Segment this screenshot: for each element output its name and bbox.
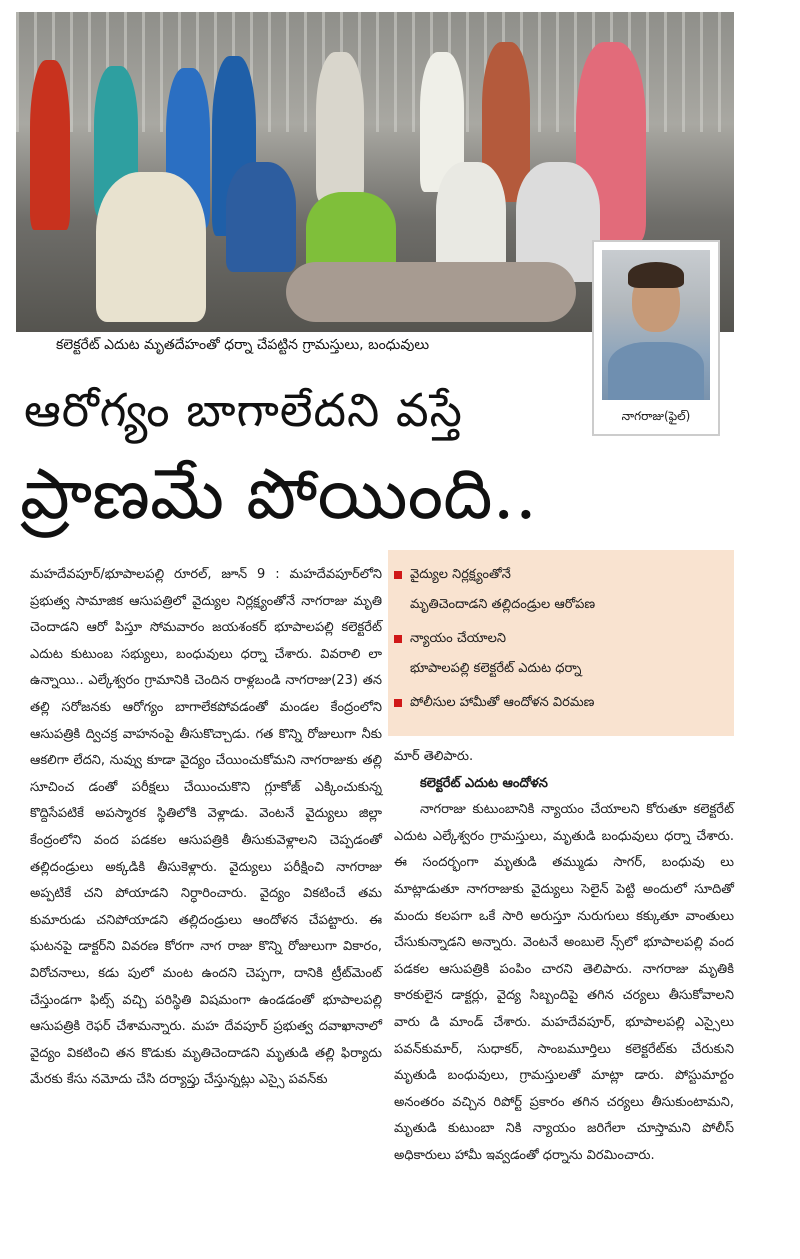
photo-person (316, 52, 364, 202)
highlight-line: పోలీసుల హామీతో ఆందోళన విరమణ (410, 695, 595, 710)
portrait-image (602, 250, 710, 400)
inset-portrait (592, 240, 720, 436)
bullet-icon (394, 699, 402, 707)
photo-caption: కలెక్టరేట్ ఎదుట మృతదేహంతో ధర్నా చేపట్టిన గ్రామస్తులు, బంధువులు (56, 337, 430, 353)
article-left-column (30, 562, 382, 1094)
highlight-line: మృతిచెందాడని తల్లిదండ్రుల ఆరోపణ (410, 597, 596, 612)
highlight-line: భూపాలపల్లి కలెక్టరేట్ ఎదుట ధర్నా (410, 661, 582, 676)
photo-body-cloth (286, 262, 576, 322)
headline-line-2: ప్రాణమే పోయింది.. (20, 453, 537, 535)
highlight-item (388, 560, 734, 620)
photo-person (96, 172, 206, 322)
portrait-hair (628, 262, 684, 288)
article-subhead: కలెక్టరేట్ ఎదుట ఆందోళన (420, 775, 548, 791)
highlights-box (388, 550, 734, 736)
bullet-icon (394, 571, 402, 579)
bullet-icon (394, 635, 402, 643)
photo-person (226, 162, 296, 272)
article-left-text: మహదేవపూర్/భూపాలపల్లి రూరల్, జూన్ 9 : మహదేవపూర్‌లోని ప్రభుత్వ సామాజిక ఆసుపత్రిలో వైద్యుల నిర్లక్ష్యంతోనే నాగరాజు మృతి చెందాడని ఆరో పిస్తూ సోమవారం జయశంకర్ భూపాలపల్లి కలెక్టరేట్ ఎదుట కుటుంబ సభ్యులు, బంధువులు ధర్నా చేశారు. వివరాలి లా ఉన్నాయి.. ఎల్కేశ్వరం గ్రామానికి చెందిన రాళ్లబండి నాగరాజు(23) తన తల్లి సరోజనకు ఆరోగ్యం బాగాలేకపోవడంతో మండల కేంద్రంలోని ఆసుపత్రికి ద్విచక్ర వాహనంపై తీసుకొచ్చాడు. గత కొన్ని రోజులుగా నీకు ఆకలిగా లేదని, నువ్వు కూడా వైద్యం చేయించుకోమని నాగరాజుకు తల్లి సూచించ డంతో పరీక్షలు చేయించుకొని గ్లూకోజ్ ఎక్కించుకున్న కొద్దిసేపటికే అపస్మారక స్థితిలోకి వెళ్లాడు. వెంటనే వైద్యులు జిల్లా కేంద్రంలోని వంద పడకల ఆసుపత్రికి తీసుకువెళ్లాలని చెప్పడంతో తల్లిదండ్రులు అక్కడికి తీసుకెళ్లారు. వైద్యులు పరీక్షించి నాగరాజు అప్పటికే చని పోయాడని నిర్ధారించారు. వైద్యం వికటించే తమ కుమారుడు చనిపోయాడని తల్లిదండ్రులు ఆందోళన చేపట్టారు. ఈ ఘటనపై డాక్టర్‌ని వివరణ కోరగా నాగ రాజు కొన్ని రోజులుగా వికారం, విరోచనాలు, కడు పులో మంట ఉందని చెప్పగా, దానికి ట్రీట్‌మెంట్ చేస్తుండగా ఫిట్స్ వచ్చి పరిస్థితి విషమంగా ఉండడంతో భూపాలపల్లి ఆసుపత్రికి రెఫర్ చేశామన్నారు. మహ దేవపూర్ ప్రభుత్వ దవాఖానాలో వైద్యం వికటించి తన కొడుకు మృతిచెందాడని మృతుడి తల్లి ఫిర్యాదు మేరకు కేసు నమోదు చేసి దర్యాప్తు చేస్తున్నట్లు ఎస్సై పవన్‌కు (30, 567, 382, 1088)
highlight-line: వైద్యుల నిర్లక్ష్యంతోనే (410, 567, 511, 582)
portrait-shirt (608, 342, 704, 400)
headline-line-1: ఆరోగ్యం బాగాలేదని వస్తే (24, 383, 463, 437)
portrait-caption: నాగరాజు(ఫైల్) (621, 409, 691, 423)
article-continuation: మార్ తెలిపారు. (394, 749, 474, 764)
article-right-text: నాగరాజు కుటుంబానికి న్యాయం చేయాలని కోరుతూ కలెక్టరేట్ ఎదుట ఎల్కేశ్వరం గ్రామస్తులు, మృతుడి బంధువులు ధర్నా చేశారు. ఈ సందర్భంగా మృతుడి తమ్ముడు సాగర్, బంధువు లు మాట్లాడుతూ నాగరాజుకు వైద్యులు సెలైన్ పెట్టి అందులో సూదితో మందు కలపగా ఒకే సారి అరుస్తూ నురుగులు కక్కుతూ వాంతులు చేసుకున్నాడని అన్నారు. వెంటనే అంబులె న్స్‌లో భూపాలపల్లి వంద పడకల ఆసుపత్రికి పంపిం చారని తెలిపారు. నాగరాజు మృతికి కారకులైన డాక్టర్లు, వైద్య సిబ్బందిపై తగిన చర్యలు తీసుకోవాలని వారు డి మాండ్ చేశారు. మహదేవపూర్, భూపాలపల్లి ఎస్సైలు పవన్‌కుమార్, సుధాకర్, సాంబమూర్తిలు కలెక్టరేట్‌కు చేరుకుని మృతుడి బంధువులు, గ్రామస్తులతో మాట్లా డారు. పోస్టుమార్టం అనంతరం వచ్చిన రిపోర్ట్ ప్రకారం తగిన చర్యలు తీసుకుంటామని, మృతుడి కుటుంబా నికి న్యాయం జరిగేలా చూస్తామని పోలీస్ అధికారులు హామీ ఇవ్వడంతో ధర్నాను విరమించారు. (394, 802, 734, 1163)
highlight-line: న్యాయం చేయాలని (410, 631, 507, 646)
highlight-item (388, 688, 734, 718)
highlight-item (388, 624, 734, 684)
photo-person (30, 60, 70, 230)
article-right-column (394, 744, 734, 1170)
